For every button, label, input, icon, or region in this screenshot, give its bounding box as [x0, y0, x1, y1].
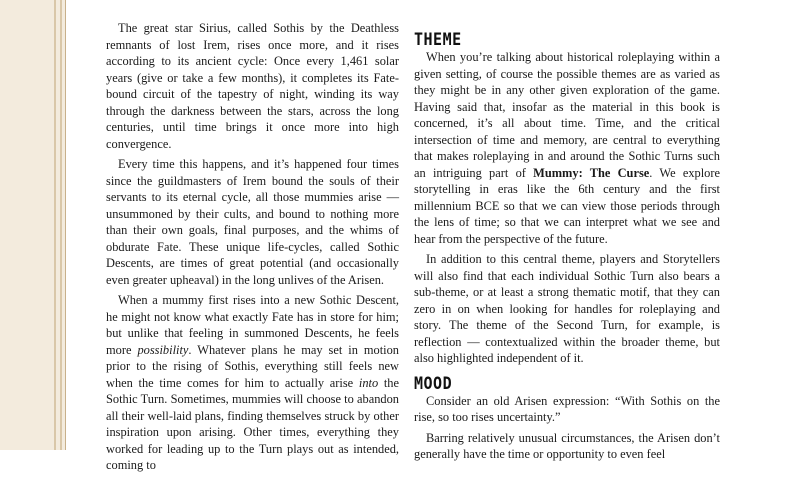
text-run: When you’re talking about historical roleplaying within a given setting, of course the possible themes are as varied as they might be in any other given exploration of the game. Having said that, insofar as the material in this book is concerned, it’s all about time. Time, and the critical intersection of time and memory, are central to everything that makes roleplaying in and around the Sothic Turns such an intriguing part of [414, 50, 720, 180]
emphasis: possibility [137, 342, 189, 357]
border-rule [60, 0, 62, 450]
page-border-ornament [0, 0, 66, 450]
paragraph: In addition to this central theme, players and Storytellers will also find that each individual Sothic Turn also bears a sub-theme, or at least a strong thematic motif, that they can zero in on when looking for handles for roleplaying and story. The theme of the Second Turn, for example, is reflection — contextualized within the broader theme, but also highlighted independent of it. [414, 252, 720, 365]
paragraph: Barring relatively unusual circumstances, the Arisen don’t generally have the time or opportunity to even feel [414, 430, 720, 461]
emphasis: into [358, 375, 379, 390]
theme-heading: THEME [414, 29, 462, 50]
paragraph: Every time this happens, and it’s happened four times since the guildmasters of Irem bound the souls of their servants to its eternal cycle, all those mummies arise — unsummoned by their cults, and bound to nothing more than their own goals, final purposes, and the whims of obdurate Fate. These unique life-cycles, called Sothic Descents, are times of great potential (and occasionally even greater upheaval) in the long unlives of the Arisen. [106, 157, 399, 287]
text-run: . Whatever plans he may set in motion prior to the rising of Sothis, everything still feels new when the time comes for him to actually arise [106, 342, 400, 390]
text-run: the Sothic Turn. Sometimes, mummies will choose to abandon all their well-laid plans, finding themselves struck by other inspiration upon arising. Other times, everything they worked for leading up to the Turn plays out as intended, coming to [106, 375, 399, 472]
book-title: Mummy: The Curse [533, 165, 650, 180]
paragraph [414, 49, 720, 247]
text-run: . We explore storytelling in eras like the 6th century and the first millennium BCE so that we can view those periods through the lens of time; so that we can interpret what we see and hear from the perspective of the future. [414, 165, 720, 246]
left-column [106, 20, 399, 478]
border-rule [65, 0, 66, 450]
paragraph: Consider an old Arisen expression: “With Sothis on the rise, so too rises uncertainty.” [414, 393, 720, 424]
text-run: When a mummy first rises into a new Sothic Descent, he might not know what exactly Fate has in store for him; but unlike that feeling in summoned Descents, he feels more [106, 293, 399, 357]
paragraph: The great star Sirius, called Sothis by the Deathless remnants of lost Irem, rises once more, and it rises according to its ancient cycle: Once every 1,461 solar years (give or take a few months), it completes its Fate-bound circuit of the tapestry of night, winding its way through the darkness between the stars, across the long centuries, until time brings it once more into high convergence. [106, 21, 399, 151]
paragraph [106, 292, 399, 474]
border-rule [54, 0, 56, 450]
mood-heading: MOOD [414, 372, 453, 394]
right-column [414, 29, 720, 467]
